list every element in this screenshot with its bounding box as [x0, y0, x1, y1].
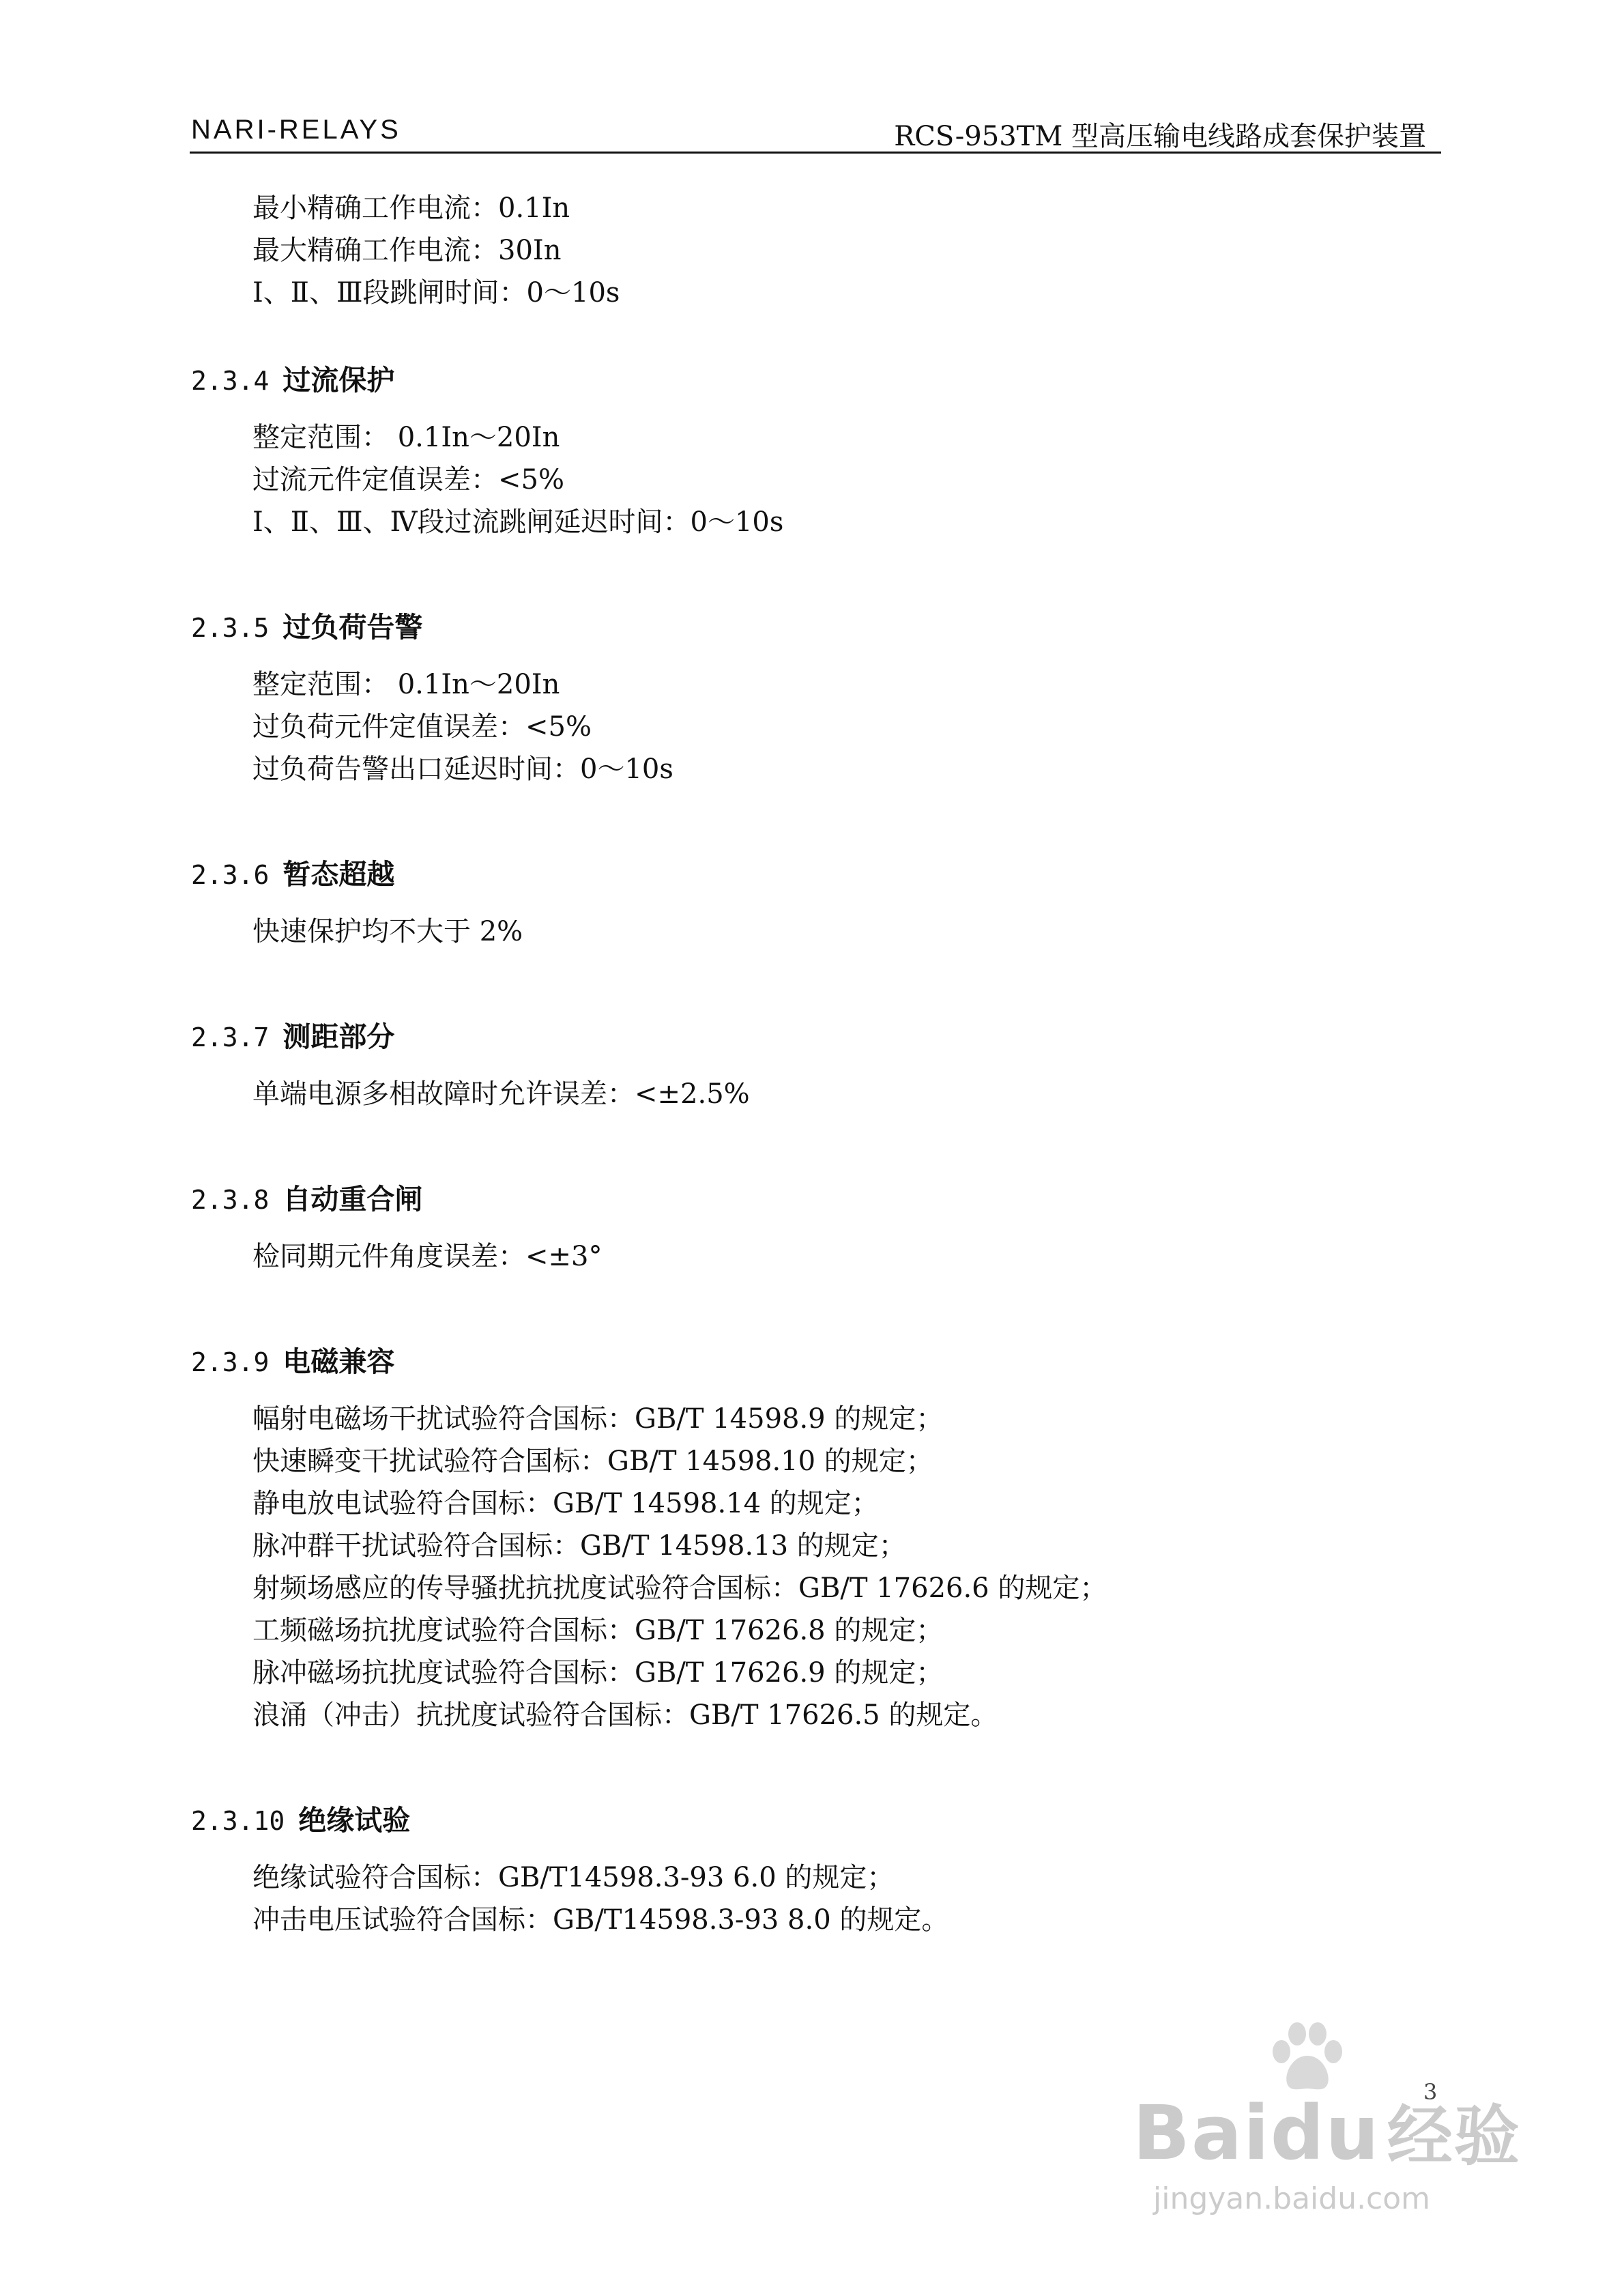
body-line: 幅射电磁场干扰试验符合国标：GB/T 14598.9 的规定；	[252, 1403, 944, 1435]
body-line: 检同期元件角度误差：<±3°	[252, 1241, 603, 1272]
section-number: 2.3.8	[191, 1185, 270, 1215]
body-line: Ⅰ、Ⅱ、Ⅲ、Ⅳ段过流跳闸延迟时间：0～10s	[252, 506, 784, 538]
body-line: 过流元件定值误差：<5%	[252, 464, 564, 496]
body-line: 绝缘试验符合国标：GB/T14598.3-93 6.0 的规定；	[252, 1862, 895, 1893]
page-number: 3	[1423, 2079, 1438, 2105]
section-heading	[191, 853, 1440, 895]
section-number: 2.3.5	[191, 613, 270, 643]
section-title: 暂态超越	[282, 858, 395, 891]
body-line: 快速瞬变干扰试验符合国标：GB/T 14598.10 的规定；	[252, 1446, 933, 1477]
body-line: Ⅰ、Ⅱ、Ⅲ段跳闸时间：0～10s	[252, 277, 620, 308]
header-document-title: RCS-953TM 型高压输电线路成套保护装置	[894, 121, 1426, 152]
section-number: 2.3.6	[191, 860, 270, 890]
section-number: 2.3.10	[191, 1806, 285, 1836]
section-number: 2.3.4	[191, 366, 270, 396]
body-line: 脉冲群干扰试验符合国标：GB/T 14598.13 的规定；	[252, 1530, 906, 1562]
body-line: 单端电源多相故障时允许误差：<±2.5%	[252, 1078, 750, 1110]
section-title: 测距部分	[282, 1020, 395, 1053]
body-line: 整定范围： 0.1In～20In	[252, 422, 560, 453]
body-line: 最大精确工作电流：30In	[252, 235, 562, 266]
watermark-brand	[1133, 2084, 1521, 2178]
section-number: 2.3.9	[191, 1347, 270, 1377]
body-line: 射频场感应的传导骚扰抗扰度试验符合国标：GB/T 17626.6 的规定；	[252, 1573, 1107, 1604]
body-line: 过负荷告警出口延迟时间：0～10s	[252, 754, 673, 785]
section-heading	[191, 1178, 1440, 1220]
section-title: 过流保护	[282, 364, 395, 397]
body-line: 静电放电试验符合国标：GB/T 14598.14 的规定；	[252, 1488, 879, 1519]
body-line: 快速保护均不大于 2%	[252, 916, 523, 947]
body-line: 整定范围： 0.1In～20In	[252, 669, 560, 700]
watermark-brand-cn: 经验	[1387, 2098, 1521, 2175]
header-company: NARI-RELAYS	[191, 115, 401, 145]
body-line: 脉冲磁场抗扰度试验符合国标：GB/T 17626.9 的规定；	[252, 1657, 944, 1689]
section-heading	[191, 1340, 1440, 1383]
header-divider	[190, 152, 1441, 154]
page-body	[191, 187, 1440, 1941]
body-line: 过负荷元件定值误差：<5%	[252, 711, 592, 743]
body-line: 冲击电压试验符合国标：GB/T14598.3-93 8.0 的规定。	[252, 1904, 949, 1936]
section-heading	[191, 359, 1440, 401]
body-line: 浪涌（冲击）抗扰度试验符合国标：GB/T 17626.5 的规定。	[252, 1699, 998, 1731]
watermark-url: jingyan.baidu.com	[1153, 2181, 1431, 2216]
watermark-brand-suffix: du	[1270, 2089, 1380, 2177]
section-title: 电磁兼容	[282, 1345, 395, 1378]
section-heading	[191, 606, 1440, 648]
baidu-jingyan-watermark	[1133, 2020, 1521, 2225]
section-number: 2.3.7	[191, 1022, 270, 1052]
body-line: 工频磁场抗扰度试验符合国标：GB/T 17626.8 的规定；	[252, 1615, 944, 1646]
watermark-brand-latin: Bai	[1133, 2089, 1271, 2177]
section-title: 自动重合闸	[282, 1183, 423, 1216]
body-line: 最小精确工作电流：0.1In	[252, 192, 570, 224]
section-title: 绝缘试验	[298, 1804, 411, 1837]
section-heading	[191, 1016, 1440, 1058]
section-title: 过负荷告警	[282, 611, 423, 644]
section-heading	[191, 1799, 1440, 1841]
